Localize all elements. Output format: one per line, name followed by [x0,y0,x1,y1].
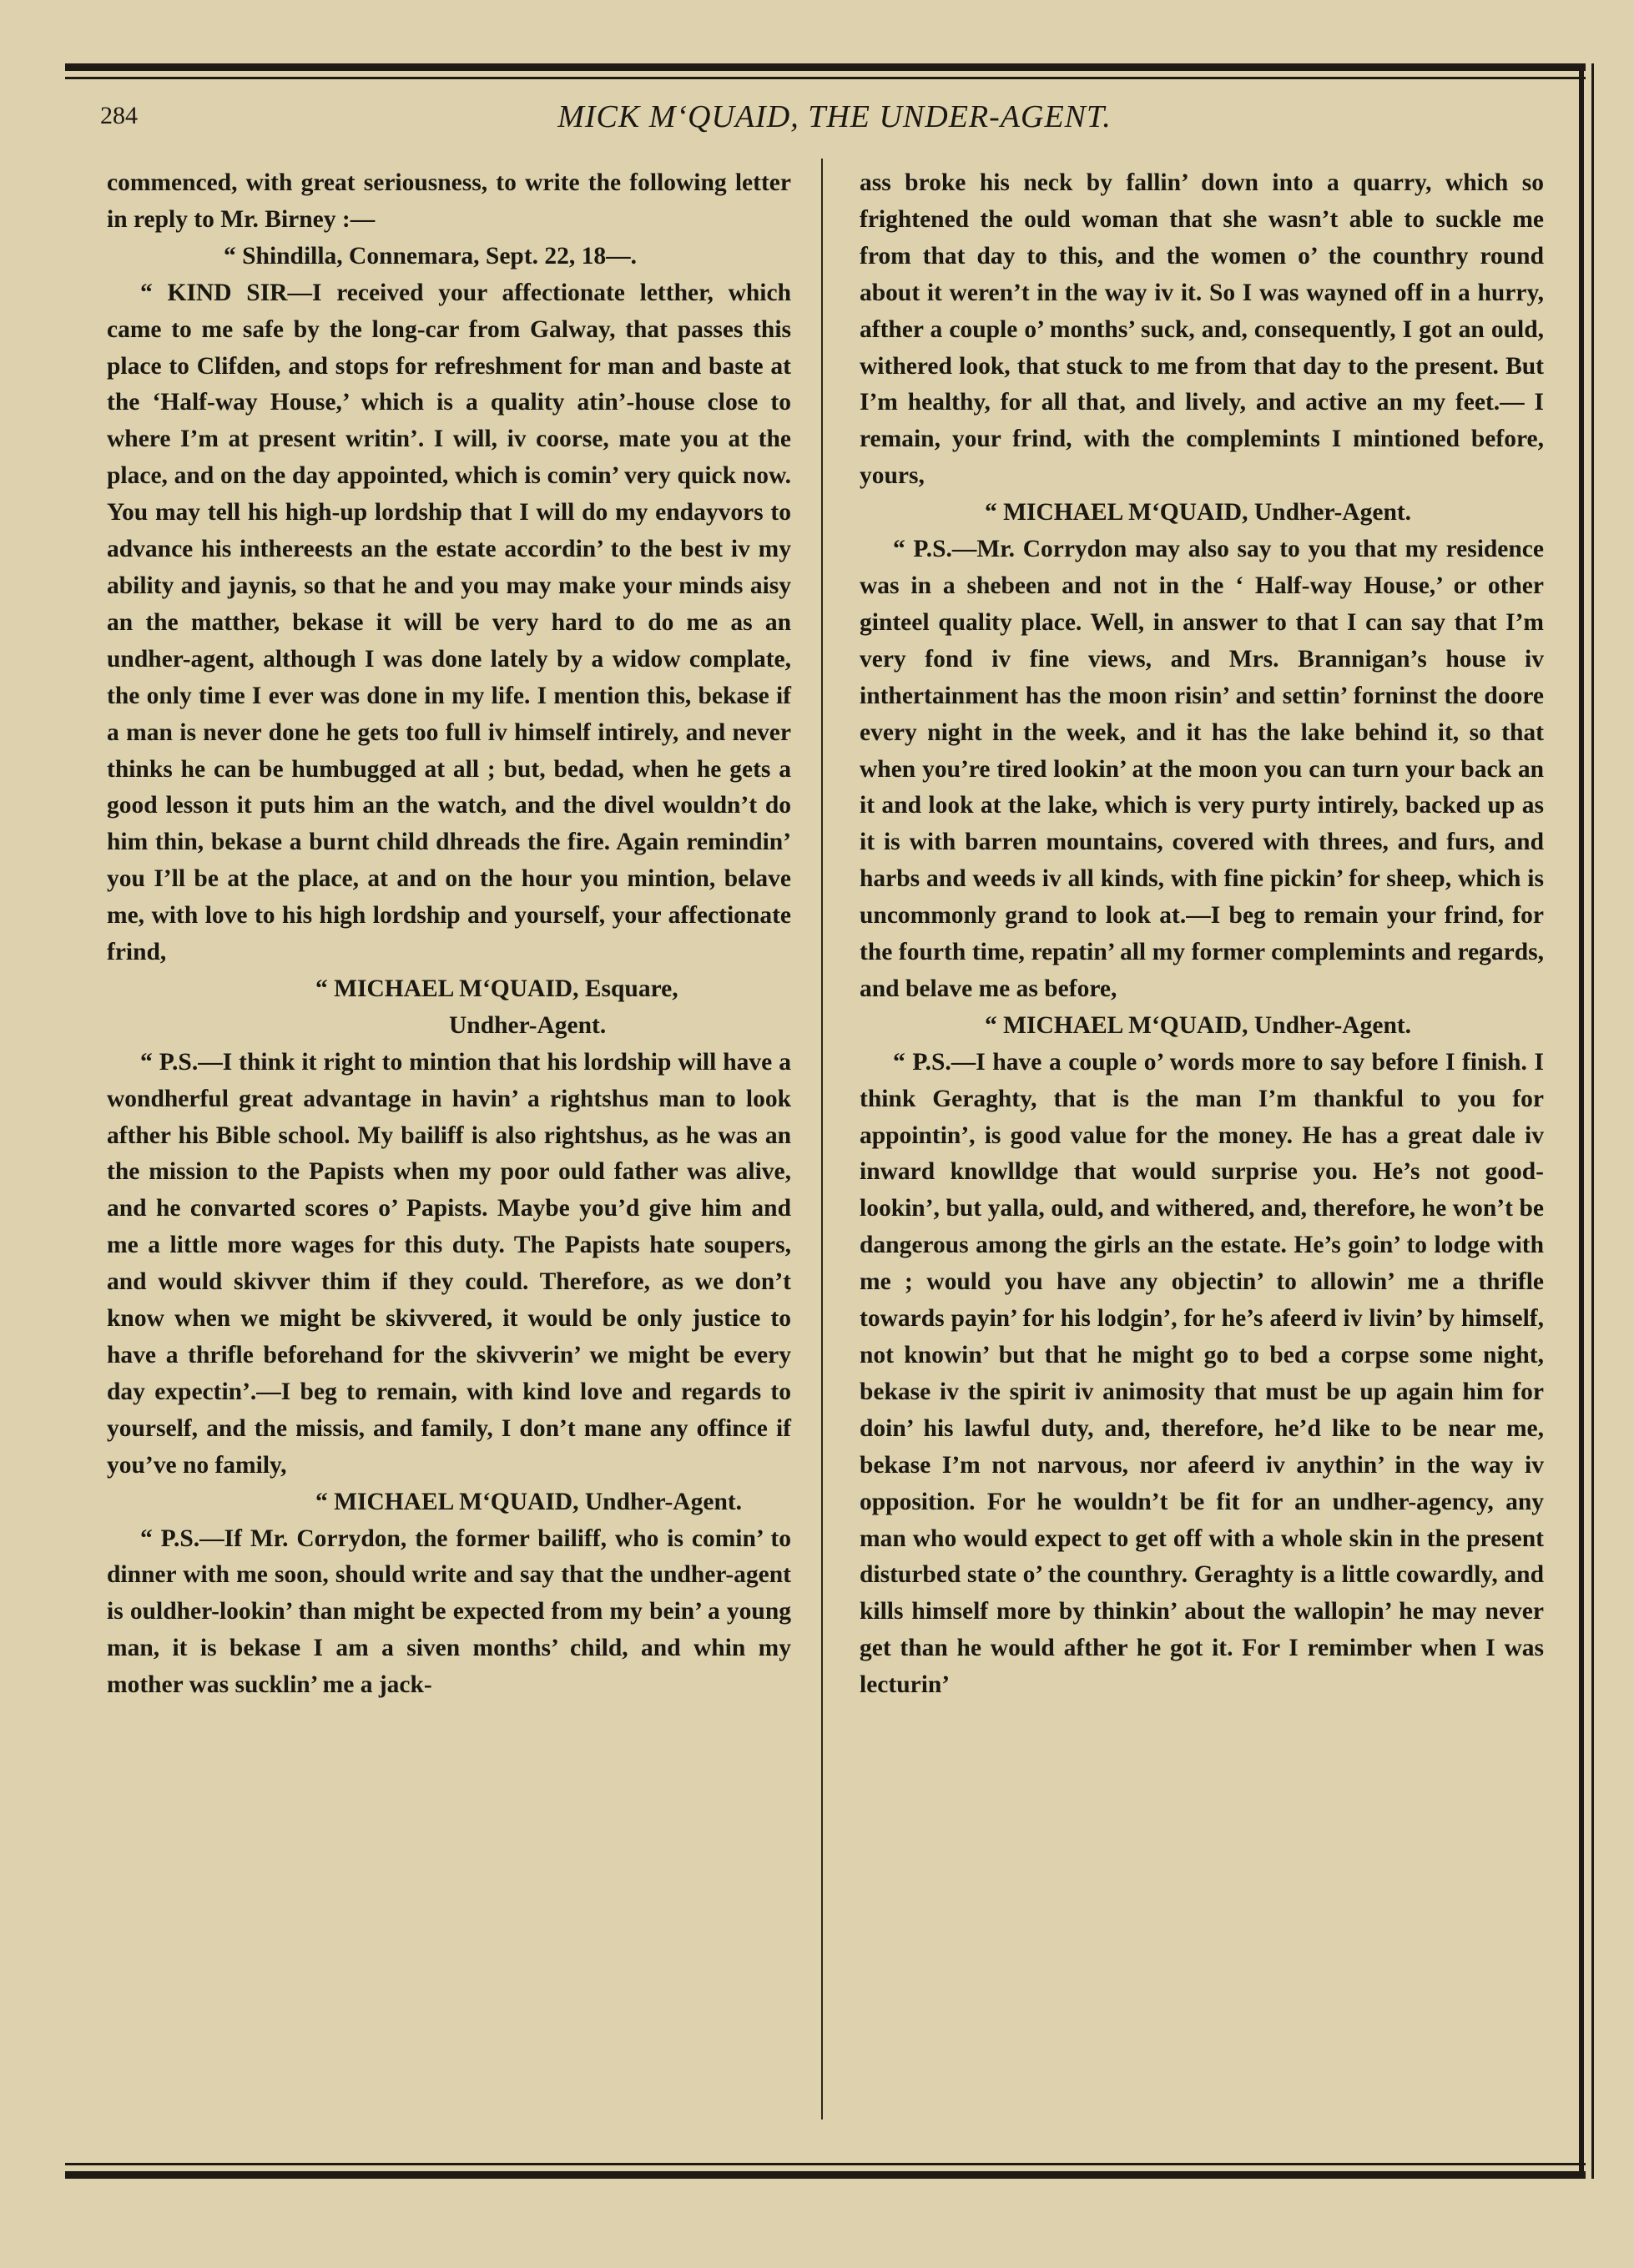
left-column [107,165,791,1704]
top-border-thick [65,63,1586,71]
top-border-thin [65,77,1586,79]
column-divider [821,159,823,2119]
postscript: “ P.S.—Mr. Corrydon may also say to you that my residence was in a shebeen and not in the ‘ Half-way House,’ or other ginteel quality place. Well, in answer to that I can say that I’m very fond iv fine views, and Mrs. Brannigan’s house iv inthertainment has the moon risin’ and settin’ forninst the doore every night in the week, and it has the lake behind it, so that when you’re tired lookin’ at the moon you can turn your back an it and look at the lake, which is very purty intirely, backed up as it is with barren mountains, covered with threes, and furs, and harbs and weeds iv all kinds, with fine pickin’ for sheep, which is uncommonly grand to look at.—I beg to remain your frind, for the fourth time, repatin’ all my former complemints and regards, and belave me as before, [860,536,1544,1002]
right-border-thick [1579,63,1584,2179]
right-border-thin [1591,63,1594,2179]
bottom-border-thick [65,2171,1586,2179]
postscript: “ P.S.—If Mr. Corrydon, the former bailiff, who is comin’ to dinner with me soon, should write and say that the undher-agent is ouldher-lookin’ than might be expected from my bein’ a young man, it is bekase I am a siven months’ child, and whin my mother was sucklin’ me a jack- [107,1525,791,1699]
page-number: 284 [100,102,138,129]
bottom-border-thin [65,2163,1586,2165]
signature: “ MICHAEL M‘QUAID, Esquare, [315,975,678,1002]
paragraph: commenced, with great seriousness, to write the following letter in reply to Mr. Birney :— [107,169,791,233]
postscript: “ P.S.—I think it right to mintion that his lordship will have a wondherful great advantage in havin’ a rightshus man to look afther his Bible school. My bailiff is also rightshus, as he was an the mission to the Papists when my poor ould father was alive, and he convarted scores o’ Papists. Maybe you’d give him and me a little more wages for this duty. The Papists hate soupers, and would skivver thim if they could. Therefore, as we don’t know when we might be skivvered, it would be only justice to have a thrifle beforehand for the skivverin’ we might be every day expectin’.—I beg to remain, with kind love and regards to yourself, and the missis, and family, I don’t mane any offince if you’ve no family, [107,1048,791,1479]
paragraph: ass broke his neck by fallin’ down into a quarry, which so frightened the ould woman that she wasn’t able to suckle me from that day to this, and the women o’ the counthry round about it weren’t in the way iv it. So I was wayned off in a hurry, afther a couple o’ months’ suck, and, consequently, I got an ould, withered look, that stuck to me from that day to the present. But I’m healthy, for all that, and lively, and active an my feet.— I remain, your frind, with the complemints I mintioned before, yours, [860,169,1544,490]
postscript: “ P.S.—I have a couple o’ words more to say before I finish. I think Geraghty, that is the man I’m thankful to you for appointin’, is good value for the money. He has a great dale iv inward knowlldge that would surprise you. He’s not good-lookin’, but yalla, ould, and withered, and, therefore, he won’t be dangerous among the girls an the estate. He’s goin’ to lodge with me ; would you have any objectin’ to allowin’ me a thrifle towards payin’ for his lodgin’, for he’s afeerd iv livin’ by himself, not knowin’ but that he might go to bed a corpse some night, bekase iv the spirit iv animosity that must be up again him for doin’ his lawful duty, and, therefore, he’d like to be near me, bekase I’m not narvous, nor afeerd iv anythin’ in the way iv opposition. For he wouldn’t be fit for an undher-agency, any man who would expect to get off with a whole skin in the present disturbed state o’ the counthry. Geraghty is a little cowardly, and kills himself more by thinkin’ about the wallopin’ he may never get than he would afther he got it. For I remimber when I was lecturin’ [860,1048,1544,1699]
signature: “ MICHAEL M‘QUAID, Undher-Agent. [315,1488,743,1515]
running-title: MICK M‘QUAID, THE UNDER-AGENT. [557,99,1112,134]
signature: “ MICHAEL M‘QUAID, Undher-Agent. [985,1011,1412,1039]
letter-body: “ KIND SIR—I received your affectionate letther, which came to me safe by the long-car from Galway, that passes this place to Clifden, and stops for refreshment for man and baste at the ‘Half-way House,’ which is a quality atin’-house close to where I’m at present writin’. I will, iv coorse, mate you at the place, and on the day appointed, which is comin’ very quick now. You may tell his high-up lordship that I will do my endayvors to advance his inthereests an the estate accordin’ to the best iv my ability and jaynis, so that he and you may make your minds aisy an the matther, bekase it will be very hard to do me as an undher-agent, although I was done lately by a widow complate, the only time I ever was done in my life. I mention this, bekase if a man is never done he gets too full iv himself intirely, and never thinks he can be humbugged at all ; but, bedad, when he gets a good lesson it puts him an the watch, and the divel wouldn’t do him thin, bekase a burnt child dhreads the fire. Again remindin’ you I’ll be at the place, at and on the hour you mintion, belave me, with love to his high lordship and yourself, your affectionate frind, [107,279,791,966]
letter-dateline: “ Shindilla, Connemara, Sept. 22, 18—. [224,242,638,270]
signature-title: Undher-Agent. [449,1011,607,1039]
right-column [860,165,1544,1704]
signature: “ MICHAEL M‘QUAID, Undher-Agent. [985,499,1412,527]
page-header [100,92,1569,142]
